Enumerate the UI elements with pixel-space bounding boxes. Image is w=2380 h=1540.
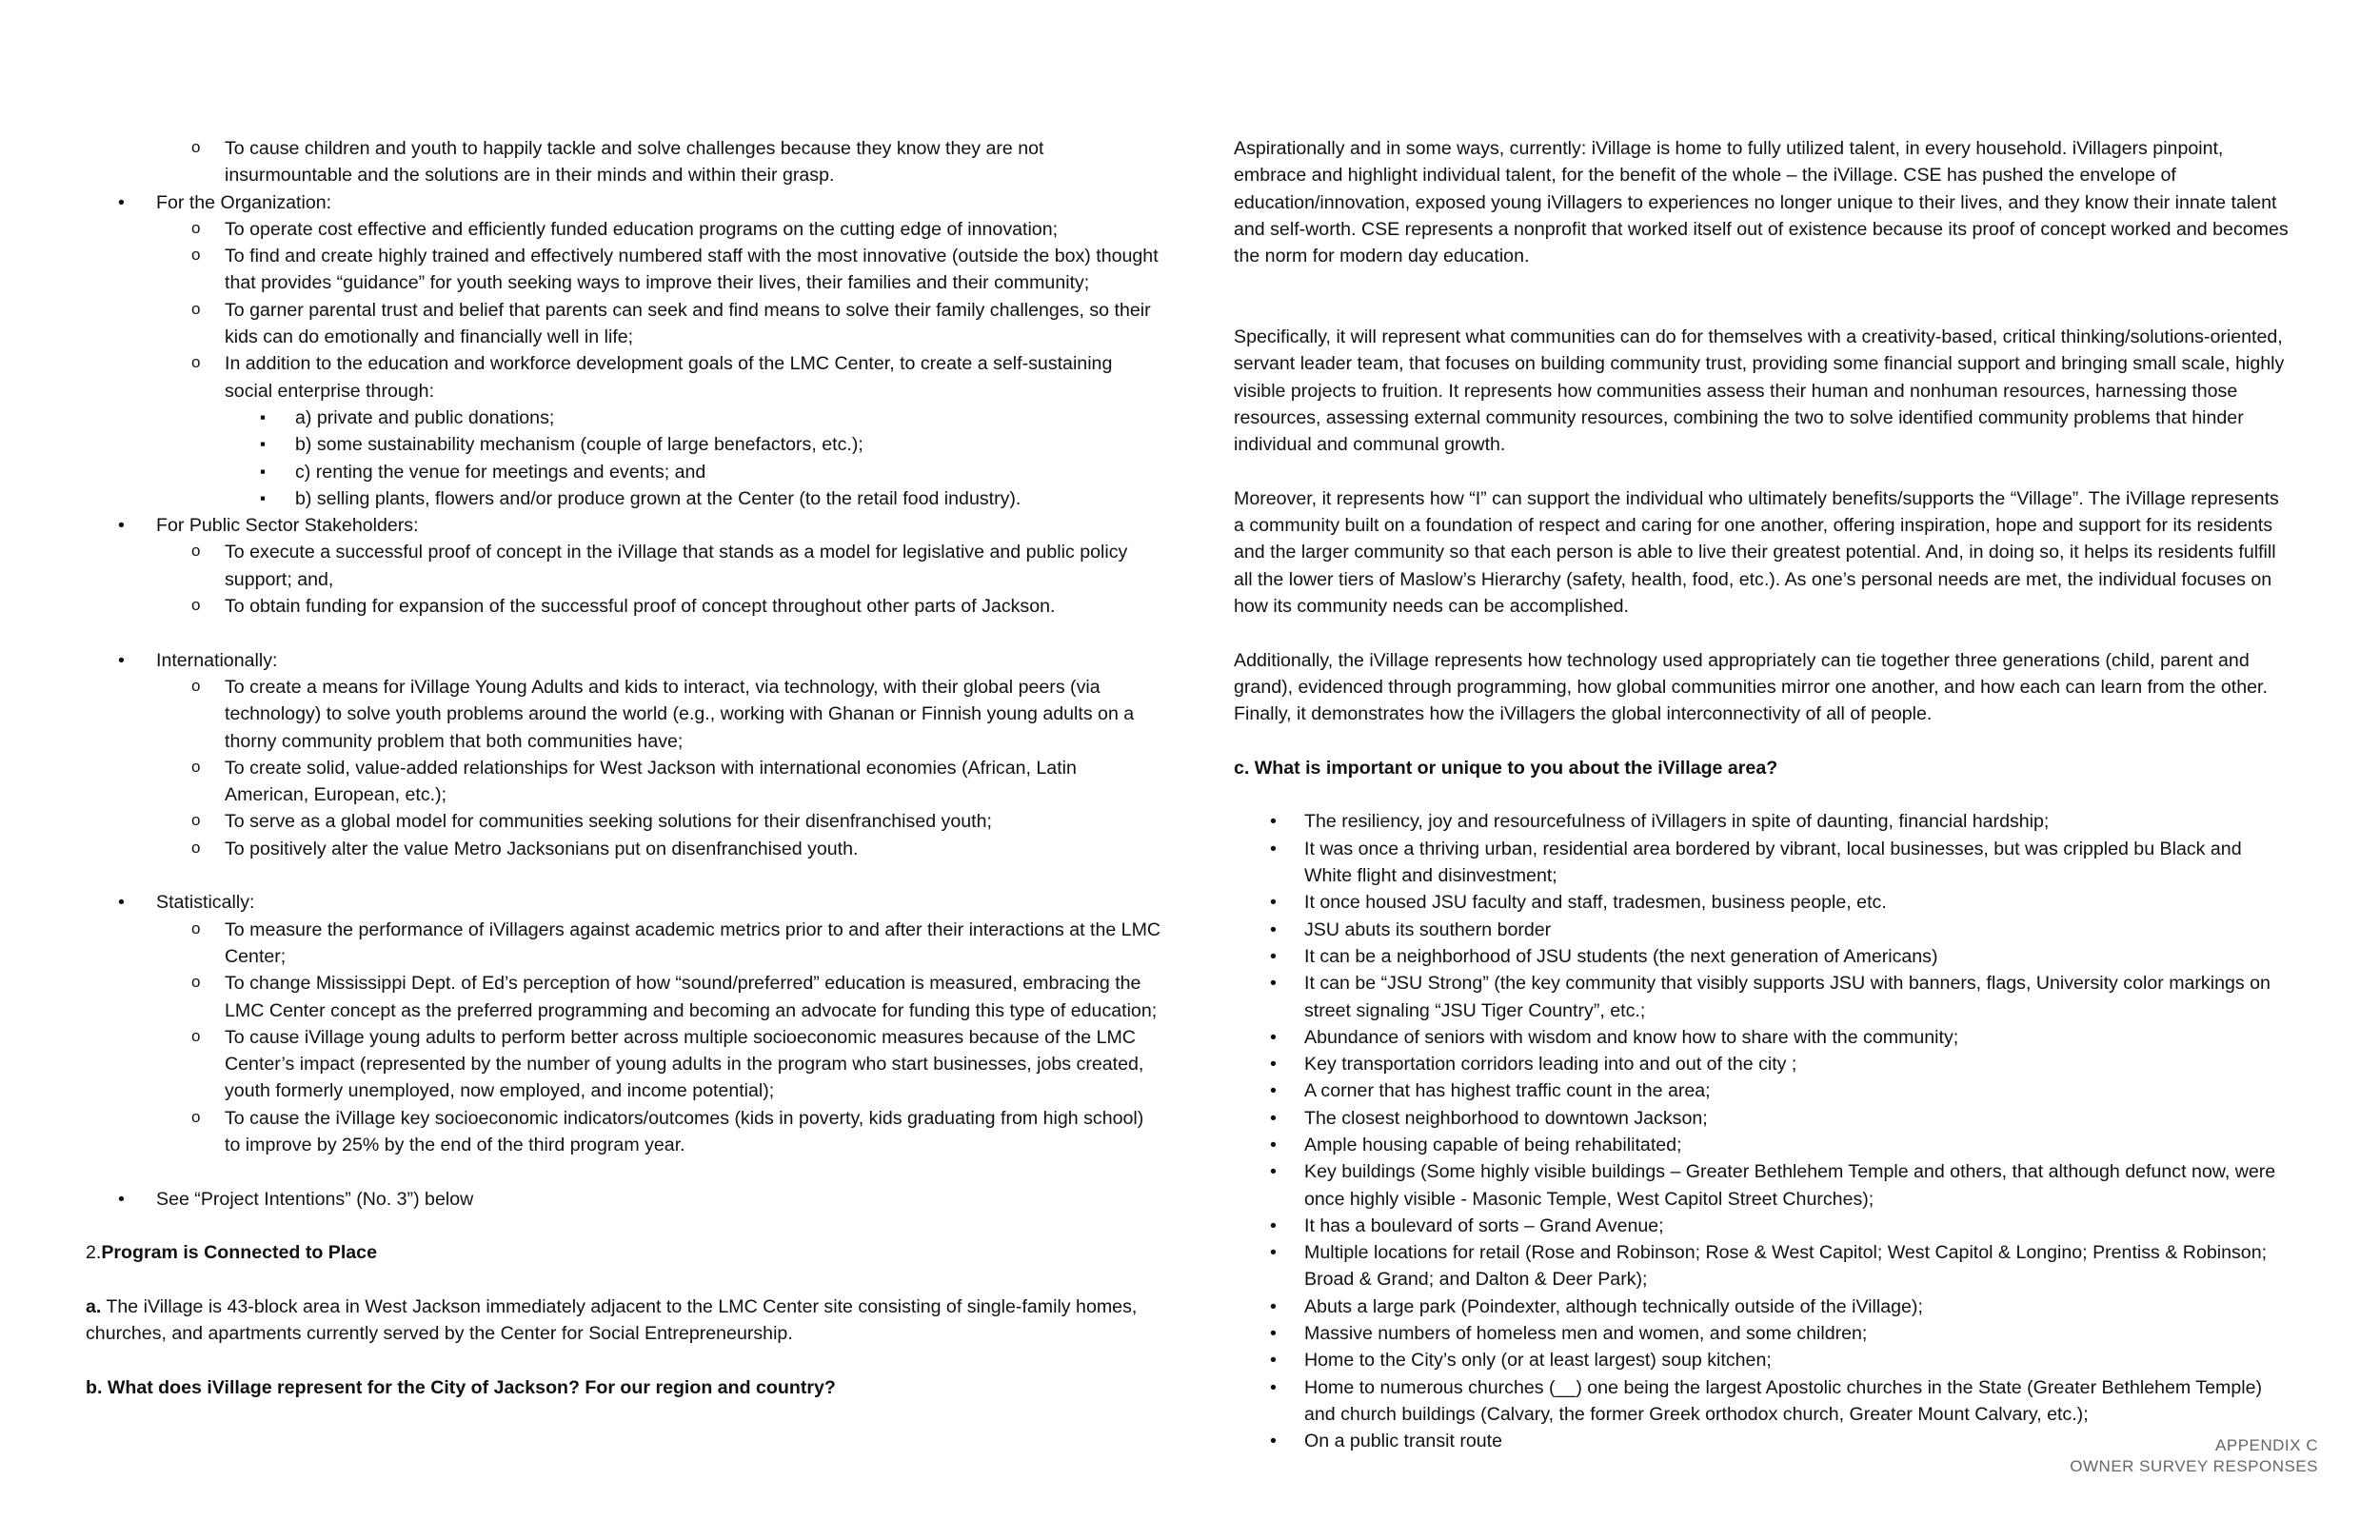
list-item: • Abundance of seniors with wisdom and know how to share with the community; (1234, 1024, 2291, 1051)
list-item: o To serve as a global model for communities seeking solutions for their disenfranchised youth; (86, 808, 1161, 835)
paragraph-moreover: Moreover, it represents how “I” can support the individual who ultimately benefits/supports the “Village”. The iVillage represents a community built on a foundation of respect and caring for one another, offering inspiration, hope and support for its residents and the larger community so that each person is able to live their greatest potential. And, in doing so, it helps its residents fulfill all the lower tiers of Maslow’s Hierarchy (safety, health, food, etc.). As one’s personal needs are met, the individual focuses on how its community needs can be accomplished. (1234, 487, 2279, 618)
section-2-title: Program is Connected to Place (101, 1242, 377, 1264)
list-item: • Home to numerous churches (__) one being the largest Apostolic churches in the State (Greater Bethlehem Temple) and church buildings (Calvary, the former Greek orthodox church, Greater Mount Calvary, etc.); (1234, 1374, 2291, 1429)
unique-features-list (1234, 808, 2291, 1454)
international-label: • Internationally: (86, 647, 1161, 674)
list-item: o To change Mississippi Dept. of Ed’s perception of how “sound/preferred” education is measured, embracing the LMC Center concept as the preferred programming and becoming an advocate for funding this type of education; (86, 970, 1161, 1024)
section-2-heading (86, 1239, 1161, 1266)
list-item: ▪ b) selling plants, flowers and/or produce grown at the Center (to the retail food industry). (86, 485, 1161, 512)
paragraph-additionally: Additionally, the iVillage represents how technology used appropriately can tie together three generations (child, parent and grand), evidenced through programming, how global communities mirror one another, and how each can learn from the other. Finally, it demonstrates how the iVillagers the global interconnectivity of all of people. (1234, 649, 2268, 725)
statistical-label: • Statistically: (86, 889, 1161, 916)
list-item: o To create a means for iVillage Young Adults and kids to interact, via technology, with their global peers (via technology) to solve youth problems around the world (e.g., working with Ghanan or Finnish young adults on a thorny community problem that both communities have; (86, 674, 1161, 755)
goals-list (86, 135, 1161, 620)
see-also-list (86, 1186, 1161, 1213)
right-column (1234, 135, 2291, 1455)
list-item: • Key buildings (Some highly visible buildings – Greater Bethlehem Temple and others, that although defunct now, were once highly visible - Masonic Temple, West Capitol Street Churches); (1234, 1158, 2291, 1213)
list-item: • Ample housing capable of being rehabilitated; (1234, 1132, 2291, 1158)
list-item: • The closest neighborhood to downtown Jackson; (1234, 1105, 2291, 1132)
section-2a-label: a. (86, 1295, 102, 1317)
list-item: o To cause the iVillage key socioeconomic indicators/outcomes (kids in poverty, kids graduating from high school) to improve by 25% by the end of the third program year. (86, 1105, 1161, 1159)
list-item: o To garner parental trust and belief that parents can seek and find means to solve their family challenges, so their kids can do emotionally and financially well in life; (86, 297, 1161, 351)
list-item: o To execute a successful proof of concept in the iVillage that stands as a model for legislative and public policy support; and, (86, 539, 1161, 593)
list-item: • Key transportation corridors leading into and out of the city ; (1234, 1051, 2291, 1077)
list-item: o To create solid, value-added relationships for West Jackson with international economies (African, Latin American, European, etc.); (86, 755, 1161, 809)
page-footer (2070, 1435, 2318, 1477)
organization-label: • For the Organization: (86, 189, 1161, 216)
section-2a-paragraph (86, 1293, 1161, 1348)
list-item: o To obtain funding for expansion of the successful proof of concept throughout other parts of Jackson. (86, 593, 1161, 620)
public-sector-label: • For Public Sector Stakeholders: (86, 512, 1161, 539)
list-item: • Multiple locations for retail (Rose and Robinson; Rose & West Capitol; West Capitol & Longino; Prentiss & Robinson; Broad & Grand; and Dalton & Deer Park); (1234, 1239, 2291, 1293)
section-2b-heading: b. What does iVillage represent for the City of Jackson? For our region and country? (86, 1376, 836, 1398)
list-item: ▪ c) renting the venue for meetings and events; and (86, 459, 1161, 485)
section-2a-text: The iVillage is 43-block area in West Jackson immediately adjacent to the LMC Center site consisting of single-family homes, churches, and apartments currently served by the Center for Social Entrepreneurship. (86, 1295, 1138, 1345)
list-item: • On a public transit route (1234, 1428, 2291, 1454)
list-item: • A corner that has highest traffic count in the area; (1234, 1077, 2291, 1104)
list-item: • Massive numbers of homeless men and women, and some children; (1234, 1320, 2291, 1347)
list-item: • JSU abuts its southern border (1234, 917, 2291, 943)
list-item: o To cause children and youth to happily tackle and solve challenges because they know they are not insurmountable and the solutions are in their minds and within their grasp. (86, 135, 1161, 189)
list-item: • It can be a neighborhood of JSU students (the next generation of Americans) (1234, 943, 2291, 970)
list-item: o To operate cost effective and efficiently funded education programs on the cutting edge of innovation; (86, 216, 1161, 243)
list-item: o To positively alter the value Metro Jacksonians put on disenfranchised youth. (86, 836, 1161, 862)
section-2-number: 2. (86, 1242, 102, 1264)
footer-subtitle: OWNER SURVEY RESPONSES (2070, 1457, 2318, 1475)
list-item: o In addition to the education and workforce development goals of the LMC Center, to create a self-sustaining social enterprise through: (86, 350, 1161, 405)
list-item: • Abuts a large park (Poindexter, although technically outside of the iVillage); (1234, 1293, 2291, 1320)
footer-appendix: APPENDIX C (2215, 1436, 2318, 1454)
list-item: o To measure the performance of iVillagers against academic metrics prior to and after their interactions at the LMC Center; (86, 917, 1161, 971)
list-item: • It can be “JSU Strong” (the key community that visibly supports JSU with banners, flags, University color markings on street signaling “JSU Tiger Country”, etc.; (1234, 970, 2291, 1024)
paragraph-aspirational: Aspirationally and in some ways, currently: iVillage is home to fully utilized talent, in every household. iVillagers pinpoint, embrace and highlight individual talent, for the benefit of the whole – the iVillage. CSE has pushed the envelope of education/innovation, exposed young iVillagers to experiences no longer unique to their lives, and they know their innate talent and self-worth. CSE represents a nonprofit that worked itself out of existence because its proof of concept worked and becomes the norm for modern day education. (1234, 138, 2289, 267)
see-also-item: • See “Project Intentions” (No. 3”) below (86, 1186, 1161, 1213)
left-column (86, 135, 1161, 1401)
list-item: • It was once a thriving urban, residential area bordered by vibrant, local businesses, but was crippled bu Black and White flight and disinvestment; (1234, 836, 2291, 890)
list-item: • Home to the City’s only (or at least largest) soup kitchen; (1234, 1347, 2291, 1373)
section-c-heading: c. What is important or unique to you about the iVillage area? (1234, 757, 1778, 779)
list-item: ▪ b) some sustainability mechanism (couple of large benefactors, etc.); (86, 431, 1161, 458)
list-item: o To find and create highly trained and effectively numbered staff with the most innovative (outside the box) thought that provides “guidance” for youth seeking ways to improve their lives, their families and their community; (86, 243, 1161, 297)
list-item: o To cause iVillage young adults to perform better across multiple socioeconomic measures because of the LMC Center’s impact (represented by the number of young adults in the program who start businesses, jobs created, youth formerly unemployed, now employed, and income potential); (86, 1024, 1161, 1105)
list-item: • It once housed JSU faculty and staff, tradesmen, business people, etc. (1234, 889, 2291, 916)
list-item: ▪ a) private and public donations; (86, 405, 1161, 431)
list-item: • It has a boulevard of sorts – Grand Avenue; (1234, 1213, 2291, 1239)
statistical-list (86, 889, 1161, 1158)
list-item: • The resiliency, joy and resourcefulness of iVillagers in spite of daunting, financial hardship; (1234, 808, 2291, 835)
international-list (86, 647, 1161, 862)
paragraph-specifically: Specifically, it will represent what communities can do for themselves with a creativity-based, critical thinking/solutions-oriented, servant leader team, that focuses on building community trust, providing some financial support and bringing small scale, highly visible projects to fruition. It represents how communities assess their human and nonhuman resources, harnessing those resources, assessing external community resources, combining the two to solve identified community problems that hinder individual and communal growth. (1234, 326, 2285, 456)
